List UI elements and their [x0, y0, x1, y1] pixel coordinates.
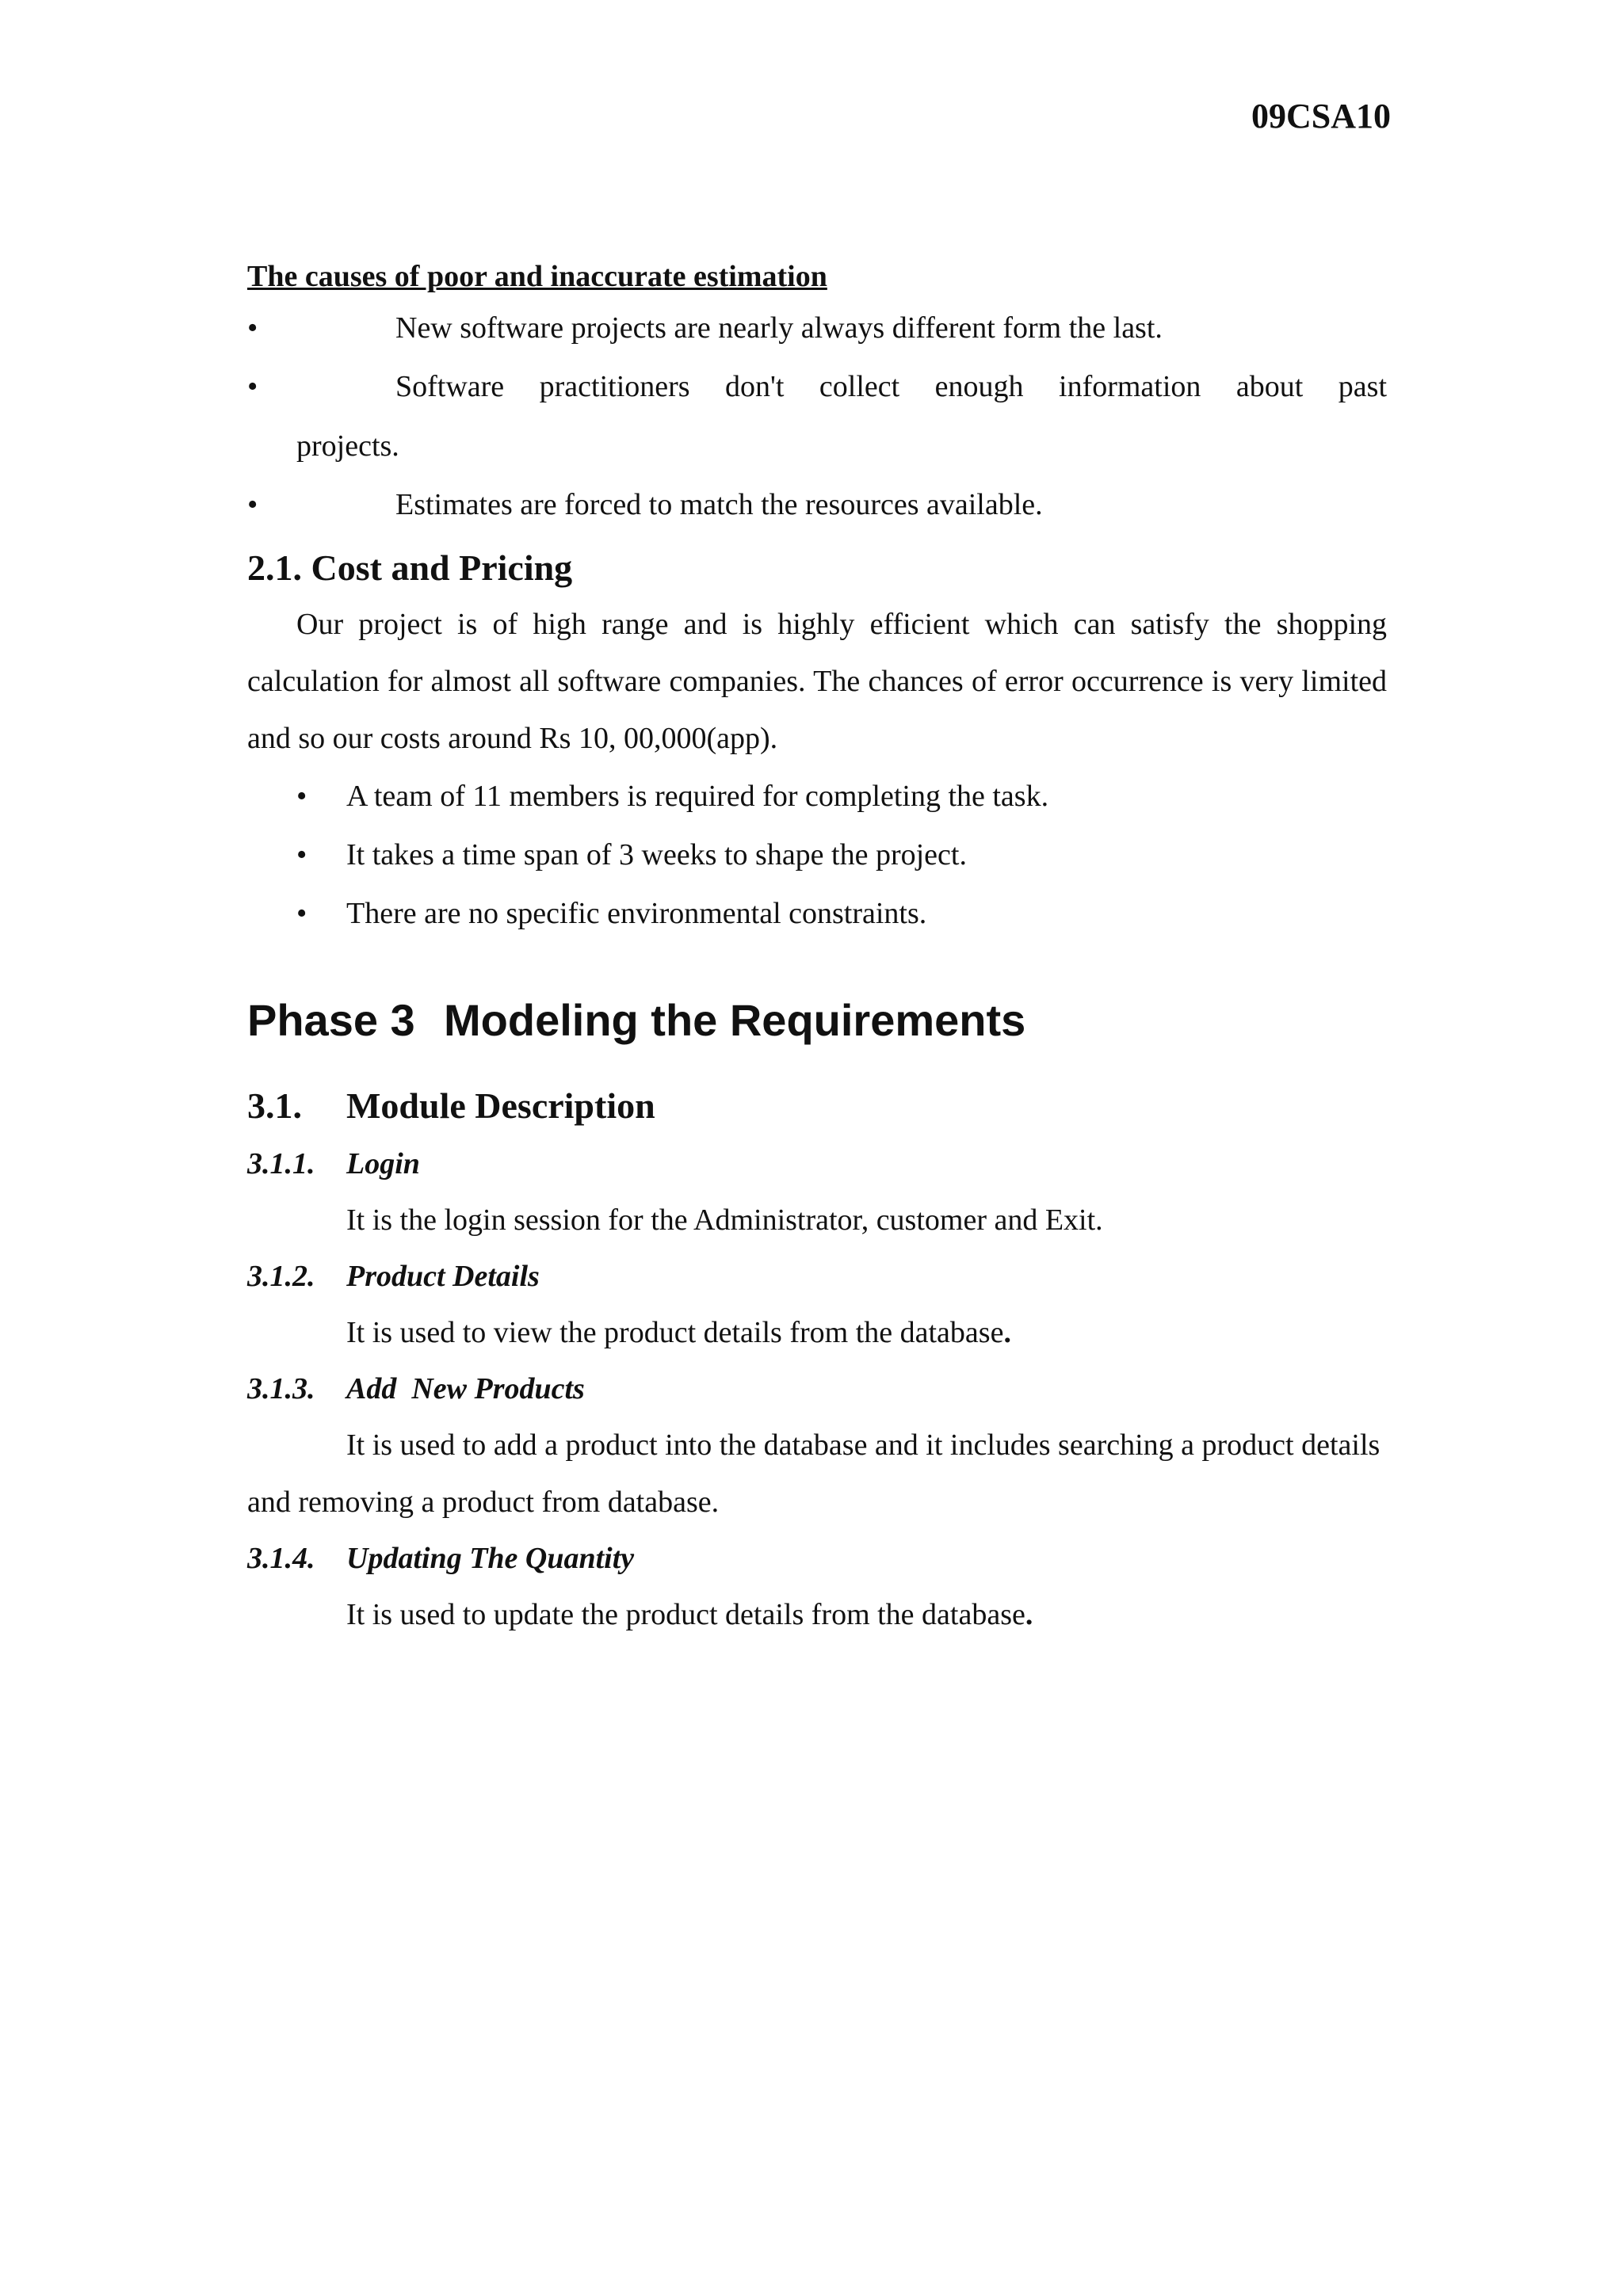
- bullet-icon: •: [247, 488, 258, 521]
- list-item: [247, 826, 1387, 884]
- module-description: It is the login session for the Administrator, customer and Exit.: [346, 1203, 1103, 1237]
- list-item: [247, 476, 1387, 534]
- module-title: Product Details: [346, 1260, 540, 1293]
- module-description: [247, 1586, 1387, 1643]
- list-item-text-continued: projects.: [296, 429, 399, 463]
- list-item: [247, 357, 1387, 476]
- bullet-icon: •: [247, 370, 258, 403]
- list-item-text: Estimates are forced to match the resources available.: [395, 488, 1043, 521]
- module-number: 3.1.3.: [247, 1372, 315, 1405]
- cost-list: [247, 767, 1387, 943]
- module-section-heading: [247, 1076, 1387, 1136]
- module-description-period: .: [1003, 1316, 1011, 1349]
- module-section-title: Module Description: [346, 1085, 655, 1126]
- list-item-text: It takes a time span of 3 weeks to shape the project.: [346, 838, 967, 871]
- module-number: 3.1.2.: [247, 1260, 315, 1293]
- module-heading-updating-quantity: [247, 1531, 1387, 1586]
- bullet-icon: •: [247, 311, 258, 345]
- page-code: 09CSA10: [1251, 97, 1391, 135]
- list-item-text: There are no specific environmental constraints.: [346, 897, 927, 930]
- module-number: 3.1.1.: [247, 1147, 315, 1180]
- list-item: [247, 767, 1387, 826]
- module-description-text: It is used to update the product details from the database: [346, 1598, 1025, 1631]
- list-item: [247, 299, 1387, 357]
- bullet-icon: •: [296, 897, 307, 930]
- module-title: Updating The Quantity: [346, 1542, 635, 1575]
- module-section-number: 3.1.: [247, 1085, 302, 1126]
- module-heading-add-new-products: [247, 1361, 1387, 1417]
- module-number: 3.1.4.: [247, 1542, 315, 1575]
- module-title: Add New Products: [346, 1372, 585, 1405]
- document-body: [247, 254, 1387, 1643]
- list-item-text: Software practitioners don't collect enough information about past: [395, 370, 1387, 403]
- list-item-text: A team of 11 members is required for completing the task.: [346, 780, 1049, 813]
- module-description-text: It is used to view the product details from the database: [346, 1316, 1004, 1349]
- cost-section-heading: 2.1. Cost and Pricing: [247, 547, 573, 588]
- bullet-icon: •: [296, 838, 307, 871]
- module-description-period: .: [1025, 1598, 1033, 1631]
- cost-paragraph: Our project is of high range and is highly efficient which can satisfy the shopping calculation for almost all software companies. The chances of error occurrence is very limited and so our costs around Rs 10, 00,000(app).: [247, 608, 1387, 755]
- module-title: Login: [346, 1147, 420, 1180]
- module-description: [247, 1304, 1387, 1361]
- phase-title: Modeling the Requirements: [444, 995, 1026, 1045]
- phase-number: Phase 3: [247, 995, 415, 1045]
- module-description: It is used to add a product into the database and it includes searching a product details and removing a product from database.: [247, 1428, 1381, 1519]
- module-heading-product-details: [247, 1249, 1387, 1304]
- causes-list: [247, 299, 1387, 534]
- phase-heading: [247, 989, 1387, 1052]
- causes-heading: The causes of poor and inaccurate estimation: [247, 260, 827, 293]
- list-item: [247, 884, 1387, 943]
- list-item-text: New software projects are nearly always different form the last.: [395, 311, 1163, 345]
- module-heading-login: [247, 1136, 1387, 1192]
- bullet-icon: •: [296, 780, 307, 813]
